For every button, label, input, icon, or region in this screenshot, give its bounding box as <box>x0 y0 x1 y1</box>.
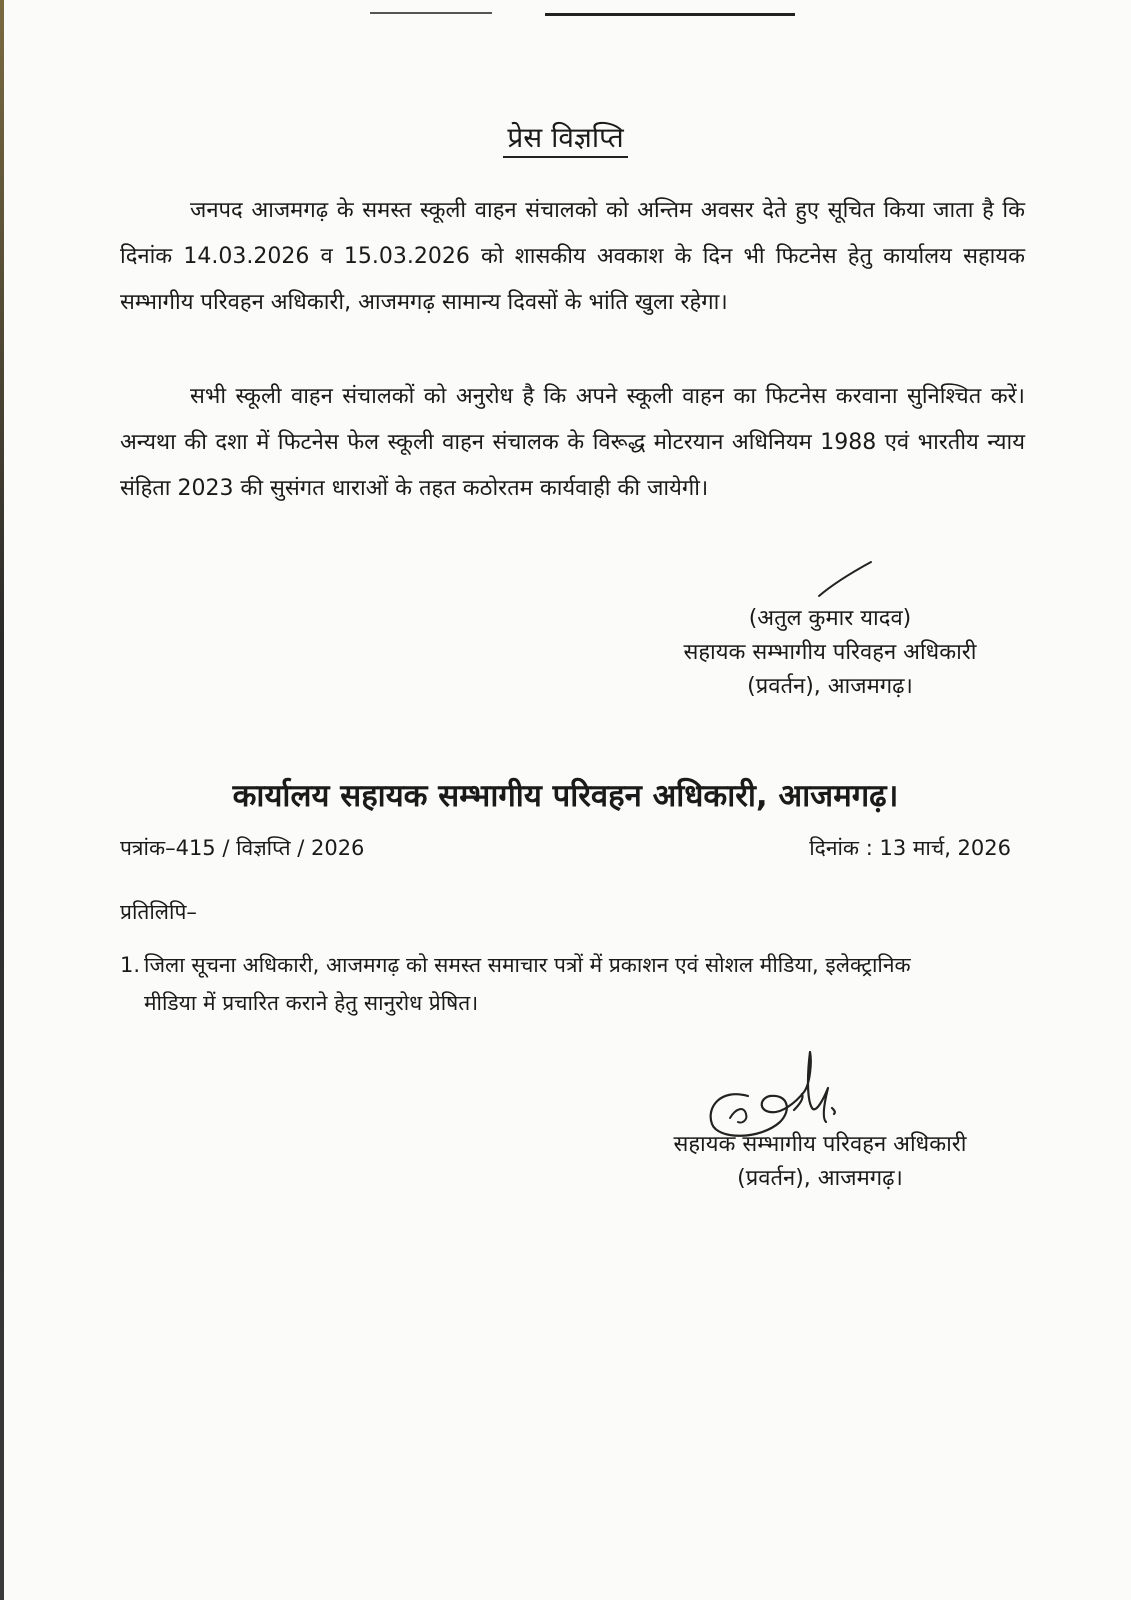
office-heading: कार्यालय सहायक सम्भागीय परिवहन अधिकारी, आजमगढ़। <box>232 778 899 814</box>
signatory-block-2 <box>630 1128 1010 1196</box>
notice-paragraph-2: सभी स्कूली वाहन संचालकों को अनुरोध है कि अपने स्कूली वाहन का फिटनेस करवाना सुनिश्चित करें। अन्यथा की दशा में फिटनेस फेल स्कूली वाहन संचालक के विरूद्ध मोटरयान अधिनियम 1988 एवं भारतीय न्याय संहिता 2023 की सुसंगत धाराओं के तहत कठोरतम कार्यवाही की जायेगी। <box>120 384 1025 501</box>
signatory-designation: सहायक सम्भागीय परिवहन अधिकारी <box>683 640 977 665</box>
top-rule <box>370 12 492 14</box>
top-rule <box>545 13 795 16</box>
signatory-designation: सहायक सम्भागीय परिवहन अधिकारी <box>673 1132 967 1157</box>
initial-signature-mark <box>815 560 875 600</box>
signatory-department: (प्रवर्तन), आजमगढ़। <box>747 674 913 699</box>
notice-paragraph-1: जनपद आजमगढ़ के समस्त स्कूली वाहन संचालको को अन्तिम अवसर देते हुए सूचित किया जाता है कि दिनांक 14.03.2026 व 15.03.2026 को शासकीय अवकाश के दिन भी फिटनेस हेतु कार्यालय सहायक सम्भागीय परिवहन अधिकारी, आजमगढ़ सामान्य दिवसों के भांति खुला रहेगा। <box>120 198 1025 315</box>
reference-date: दिनांक : 13 मार्च, 2026 <box>809 836 1011 860</box>
signatory-block-1 <box>640 602 1020 704</box>
notice-title-text: प्रेस विज्ञप्ति <box>503 121 627 158</box>
reference-number: पत्रांक–415 / विज्ञप्ति / 2026 <box>120 836 365 860</box>
copy-label: प्रतिलिपि– <box>120 900 197 924</box>
notice-title <box>0 118 1131 156</box>
signatory-department: (प्रवर्तन), आजमगढ़। <box>737 1166 903 1191</box>
copy-item-number: 1. <box>120 953 141 977</box>
signatory-name: (अतुल कुमार यादव) <box>748 606 912 631</box>
copy-item-text: जिला सूचना अधिकारी, आजमगढ़ को समस्त समाचार पत्रों में प्रकाशन एवं सोशल मीडिया, इलेक्ट्रानिक मीडिया में प्रचारित कराने हेतु सानुरोध प्रेषित। <box>144 953 911 1015</box>
copy-list-item <box>120 946 940 1022</box>
